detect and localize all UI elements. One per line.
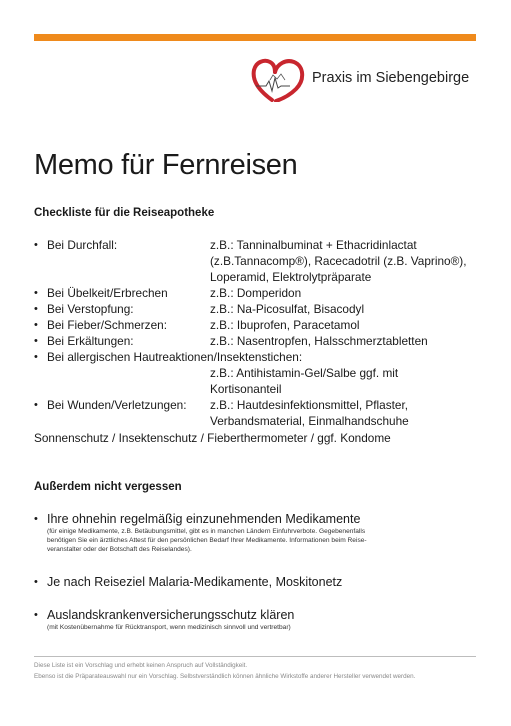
checklist-label: Bei Übelkeit/Erbrechen <box>47 286 168 300</box>
practice-name: Praxis im Siebengebirge <box>312 70 470 86</box>
bullet: • <box>34 399 38 411</box>
reminder-text: Ihre ohnehin regelmäßig einzunehmenden Medikamente <box>47 512 361 526</box>
footer-divider <box>34 656 476 657</box>
checklist-value: Verbandsmaterial, Einmalhandschuhe <box>210 414 409 428</box>
reminder-note: (für einige Medikamente, z.B. Betäubungsmittel, gibt es in manchen Ländern Einfuhrverbote. Gegebenenfalls <box>47 528 366 535</box>
heart-logo-icon <box>250 56 308 102</box>
checklist-label: Bei allergischen Hautreaktionen/Insektenstichen: <box>47 350 303 364</box>
bullet: • <box>34 335 38 347</box>
checklist-value: z.B.: Nasentropfen, Halsschmerztabletten <box>210 334 428 348</box>
section-heading-remember: Außerdem nicht vergessen <box>34 481 182 493</box>
header-accent-bar <box>34 34 476 41</box>
checklist-value: Kortisonanteil <box>210 382 282 396</box>
reminder-note: (mit Kostenübernahme für Rücktransport, wenn medizinisch sinnvoll und vertretbar) <box>47 624 291 631</box>
checklist-value: Loperamid, Elektrolytpräparate <box>210 270 372 284</box>
checklist-value: z.B.: Tanninalbuminat + Ethacridinlactat <box>210 238 417 252</box>
checklist-value: z.B.: Na-Picosulfat, Bisacodyl <box>210 302 365 316</box>
bullet: • <box>34 513 38 525</box>
section-heading-checklist: Checkliste für die Reiseapotheke <box>34 207 215 219</box>
reminder-text: Je nach Reiseziel Malaria-Medikamente, Moskitonetz <box>47 575 343 589</box>
checklist-value: z.B.: Ibuprofen, Paracetamol <box>210 318 360 332</box>
footer-line-1: Diese Liste ist ein Vorschlag und erhebt keinen Anspruch auf Vollständigkeit. <box>34 662 248 669</box>
checklist-label: Bei Erkältungen: <box>47 334 134 348</box>
checklist-extra-line: Sonnenschutz / Insektenschutz / Fieberthermometer / ggf. Kondome <box>34 431 391 445</box>
reminder-text: Auslandskrankenversicherungsschutz klären <box>47 608 295 622</box>
bullet: • <box>34 351 38 363</box>
bullet: • <box>34 319 38 331</box>
checklist-value: (z.B.Tannacomp®), Racecadotril (z.B. Vaprino®), <box>210 254 467 268</box>
bullet: • <box>34 609 38 621</box>
reminder-note: veranstalter oder der Botschaft des Reiselandes). <box>47 546 192 553</box>
bullet: • <box>34 303 38 315</box>
checklist-label: Bei Fieber/Schmerzen: <box>47 318 167 332</box>
bullet: • <box>34 239 38 251</box>
footer-line-2: Ebenso ist die Präparateauswahl nur ein Vorschlag. Selbstverständlich können ähnliche Wirkstoffe anderer Hersteller verwendet werden. <box>34 673 416 680</box>
bullet: • <box>34 576 38 588</box>
page-title: Memo für Fernreisen <box>34 149 298 181</box>
checklist-value: z.B.: Antihistamin-Gel/Salbe ggf. mit <box>210 366 399 380</box>
checklist-label: Bei Wunden/Verletzungen: <box>47 398 187 412</box>
checklist-value: z.B.: Domperidon <box>210 286 302 300</box>
checklist-label: Bei Durchfall: <box>47 238 118 252</box>
bullet: • <box>34 287 38 299</box>
checklist-label: Bei Verstopfung: <box>47 302 134 316</box>
checklist-value: z.B.: Hautdesinfektionsmittel, Pflaster, <box>210 398 409 412</box>
reminder-note: benötigen Sie ein ärztliches Attest für den persönlichen Bedarf Ihrer Medikamente. Informationen beim Reise- <box>47 537 367 544</box>
